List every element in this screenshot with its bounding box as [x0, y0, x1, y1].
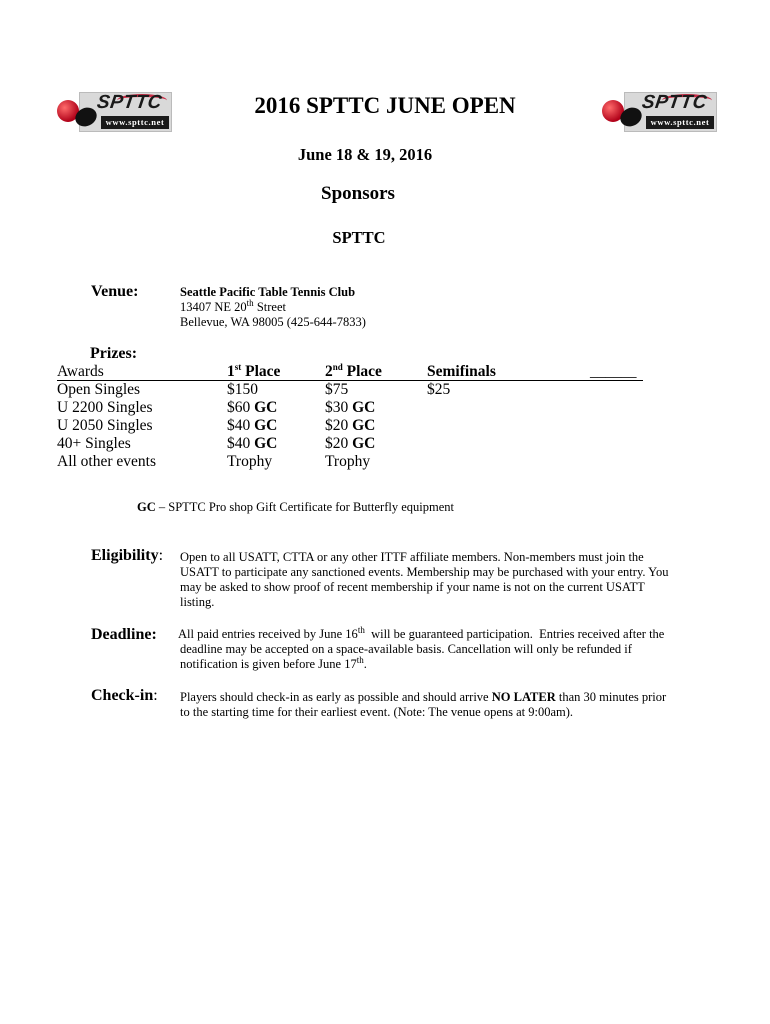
second-prize-cell: $75	[325, 381, 349, 398]
sponsor-name: SPTTC	[332, 228, 386, 247]
deadline-line: All paid entries received by June 16th will be guaranteed participation. Entries received after the	[178, 624, 665, 641]
logo-brand-text: SPTTC	[640, 92, 709, 113]
venue-address: 13407 NE 20th Street	[180, 297, 286, 314]
venue-block	[180, 285, 366, 330]
venue-name: Seattle Pacific Table Tennis Club	[180, 285, 356, 299]
deadline-text	[178, 624, 708, 672]
first-prize-cell: Trophy	[227, 453, 273, 470]
second-place-header: 2nd Place	[325, 361, 382, 380]
deadline-line: notification is given before June 17th.	[180, 654, 367, 671]
header-blank-line: ______	[590, 363, 637, 380]
table-row-event: 40+ Singles	[57, 435, 131, 452]
deadline-label: Deadline:	[91, 626, 157, 643]
eligibility-line: USATT to participate any sanctioned events. Membership may be purchased with your entry. You	[180, 565, 669, 579]
logo-url-text: www.spttc.net	[646, 116, 714, 129]
page-title: 2016 SPTTC JUNE OPEN	[254, 93, 516, 118]
first-place-column	[227, 381, 277, 471]
checkin-text	[180, 690, 700, 720]
semifinal-prize-cell: $25	[427, 381, 451, 398]
second-prize-cell: $20 GC	[325, 417, 376, 434]
second-prize-cell: $30 GC	[325, 399, 376, 416]
venue-city: Bellevue, WA 98005 (425-644-7833)	[180, 315, 366, 329]
prizes-label: Prizes:	[90, 345, 138, 362]
second-prize-cell: $20 GC	[325, 435, 376, 452]
logo-brand-text: SPTTC	[95, 92, 164, 113]
awards-header: Awards	[57, 363, 104, 380]
first-place-header: 1st Place	[227, 361, 281, 380]
eligibility-line: listing.	[180, 595, 215, 609]
sponsors-heading: Sponsors	[321, 183, 395, 204]
eligibility-label: Eligibility:	[91, 547, 164, 564]
semifinals-column	[427, 381, 450, 399]
semifinals-header: Semifinals	[427, 363, 496, 380]
event-dates: June 18 & 19, 2016	[297, 145, 433, 164]
first-prize-cell: $150	[227, 381, 258, 398]
first-prize-cell: $40 GC	[227, 417, 278, 434]
gc-note: GC – SPTTC Pro shop Gift Certificate for Butterfly equipment	[137, 500, 454, 514]
events-column	[57, 381, 156, 471]
table-row-event: Open Singles	[57, 381, 141, 398]
first-prize-cell: $40 GC	[227, 435, 278, 452]
eligibility-line: Open to all USATT, CTTA or any other ITTF affiliate members. Non-members must join the	[180, 550, 644, 564]
venue-label: Venue:	[91, 283, 139, 300]
second-place-column	[325, 381, 375, 471]
second-prize-cell: Trophy	[325, 453, 371, 470]
checkin-line: to the starting time for their earliest event. (Note: The venue opens at 9:00am).	[180, 705, 574, 719]
logo-url-text: www.spttc.net	[101, 116, 169, 129]
checkin-line: Players should check-in as early as possible and should arrive NO LATER than 30 minutes prior	[180, 690, 667, 704]
deadline-line: deadline may be accepted on a space-available basis. Cancellation will only be refunded if	[180, 642, 632, 656]
table-row-event: All other events	[57, 453, 157, 470]
eligibility-line: may be asked to show proof of recent membership if your name is not on the current USATT	[180, 580, 645, 594]
first-prize-cell: $60 GC	[227, 399, 278, 416]
eligibility-text	[180, 550, 700, 610]
table-row-event: U 2200 Singles	[57, 399, 153, 416]
checkin-label: Check-in:	[91, 687, 158, 704]
table-row-event: U 2050 Singles	[57, 417, 153, 434]
